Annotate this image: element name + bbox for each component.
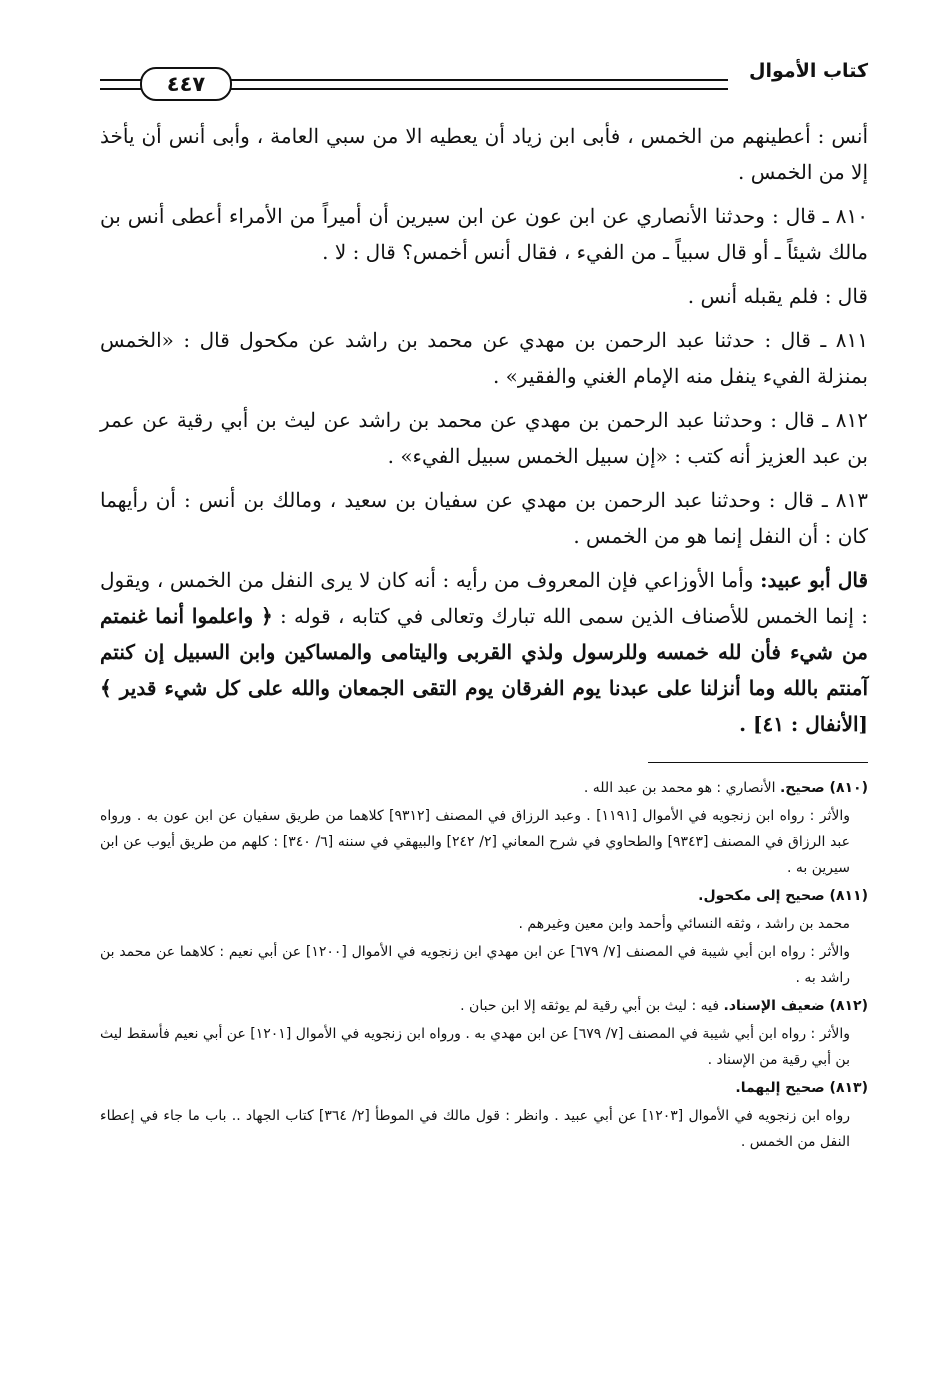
paragraph-813: ٨١٣ ـ قال : وحدثنا عبد الرحمن بن مهدي عن سفيان بن سعيد ، ومالك بن أنس : أن رأيهما كان : أن النفل إنما هو من الخمس . — [100, 488, 868, 548]
paragraph-810: ٨١٠ ـ قال : وحدثنا الأنصاري عن ابن عون عن ابن سيرين أن أميراً من الأمراء أعطى أنس بن مالك شيئاً ـ أو قال سبياً ـ من الفيء ، فقال أنس أخمس؟ قال : لا . — [100, 204, 868, 264]
footnote-text: فيه : ليث بن أبي رقية لم يوثقه إلا ابن حبان . — [460, 998, 720, 1014]
footnote-811 — [100, 883, 868, 909]
quran-verse: ﴿ واعلموا أنما غنمتم من شيء فأن لله خمسه وللرسول ولذي القربى واليتامى والمساكين وابن السبيل إن كنتم آمنتم بالله وما أنزلنا على عبدنا يوم الفرقان يوم التقى الجمعان والله على كل شيء قدير ﴾ — [100, 604, 868, 700]
footnote-heading: (٨١٣) صحيح إليهما. — [735, 1080, 868, 1096]
verse-reference: [الأنفال : ٤١] . — [739, 712, 868, 736]
footnote-text: محمد بن راشد ، وثقه النسائي وأحمد وابن معين وغيرهم . — [518, 916, 850, 932]
footnote-heading: (٨١٢) ضعيف الإسناد. — [723, 998, 868, 1014]
paragraph-abu-ubaid — [100, 562, 868, 742]
paragraph-811: ٨١١ ـ قال : حدثنا عبد الرحمن بن مهدي عن محمد بن راشد عن مكحول قال : «الخمس بمنزلة الفيء ينفل منه الإمام الغني والفقير» . — [100, 328, 868, 388]
footnote-text: والأثر : رواه ابن زنجويه في الأموال [١١٩١] . وعبد الرزاق في المصنف [٩٣١٢] كلاهما من طريق سفيان عن ابن عون به . ورواه عبد الرزاق في المصنف [٩٣٤٣] والطحاوي في شرح المعاني [٢/ ٢٤٢] والبيهقي في سننه [٦/ ٣٤٠] : كلهم من طريق أيوب عن ابن سيرين به . — [100, 808, 850, 876]
footnote-divider — [648, 762, 868, 763]
page — [100, 58, 868, 1157]
paragraph-text: وأما الأوزاعي فإن المعروف من رأيه : أنه كان لا يرى النفل من الخمس ، ويقول : إنما الخمس للأصناف الذين سمى الله تبارك وتعالى في كتابه ، قوله : — [100, 568, 868, 628]
speaker-label: قال أبو عبيد: — [760, 568, 869, 592]
footnote-heading: (٨١٠) صحيح. — [779, 780, 868, 796]
footnote-813 — [100, 1075, 868, 1101]
header-rule — [230, 79, 728, 90]
footnote-text: والأثر : رواه ابن أبي شيبة في المصنف [٧/ ٦٧٩] عن ابن مهدي به . ورواه ابن زنجويه في الأموال [١٢٠١] عن أبي نعيم فأسقط ليث بن أبي رقية من الإسناد . — [100, 1026, 850, 1068]
paragraph-812: ٨١٢ ـ قال : وحدثنا عبد الرحمن بن مهدي عن محمد بن راشد عن ليث بن أبي رقية عن عمر بن عبد العزيز أنه كتب : «إن سبيل الخمس سبيل الفيء» . — [100, 408, 868, 468]
footnote-text: الأنصاري : هو محمد بن عبد الله . — [583, 780, 776, 796]
footnote-810 — [100, 775, 868, 801]
paragraph: أنس : أعطينهم من الخمس ، فأبى ابن زياد أن يعطيه الا من سبي العامة ، وأبى أنس أن يأخذ إلا من الخمس . — [100, 124, 868, 184]
footnote-heading: (٨١١) صحيح إلى مكحول. — [698, 888, 868, 904]
page-header — [100, 58, 868, 118]
main-text — [100, 118, 868, 742]
footnote-text: والأثر : رواه ابن أبي شيبة في المصنف [٧/ ٦٧٩] عن ابن مهدي ابن زنجويه في الأموال [١٢٠٠] عن أبي نعيم : كلاهما عن محمد بن راشد به . — [100, 944, 850, 986]
paragraph: قال : فلم يقبله أنس . — [687, 284, 868, 308]
book-title: كتاب الأموال — [749, 60, 868, 82]
page-number: ٤٤٧ — [140, 67, 232, 101]
footnote-812 — [100, 993, 868, 1019]
footnote-text: رواه ابن زنجويه في الأموال [١٢٠٣] عن أبي عبيد . وانظر : قول مالك في الموطأ [٢/ ٣٦٤] كتاب الجهاد .. باب ما جاء في إعطاء النفل من الخمس . — [100, 1108, 851, 1150]
footnotes — [100, 775, 868, 1155]
